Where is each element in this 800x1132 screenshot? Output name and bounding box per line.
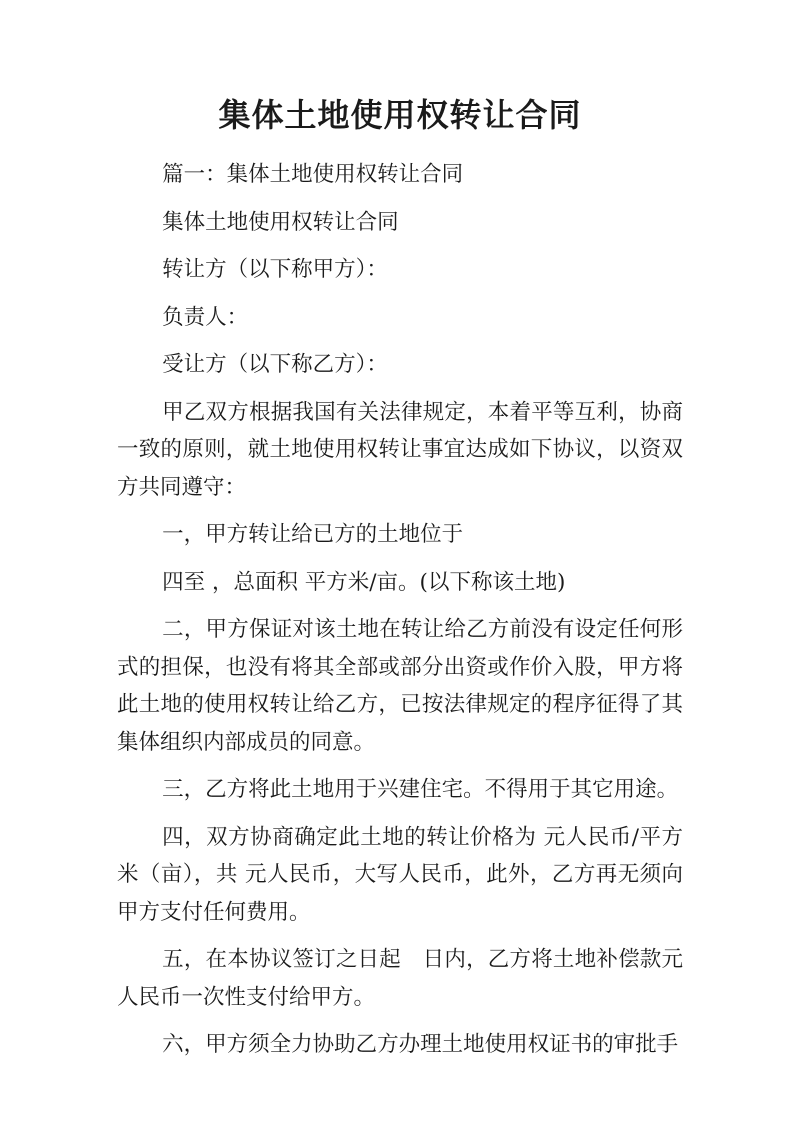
paragraph-clause-5: 五，在本协议签订之日起 日内，乙方将土地补偿款元人民币一次性支付给甲方。 [117, 947, 683, 1010]
paragraph-clause-6: 六，甲方须全力协助乙方办理土地使用权证书的审批手 [162, 1032, 679, 1057]
paragraph-clause-4: 四，双方协商确定此土地的转让价格为 元人民币/平方米（亩），共 元人民币，大写人民币，此外，乙方再无须向甲方支付任何费用。 [117, 824, 683, 925]
paragraph-boundaries: 四至 ，总面积 平方米/亩。(以下称该土地) [162, 569, 566, 595]
paragraph-responsible-person: 负责人： [162, 304, 249, 330]
paragraph-preamble: 甲乙双方根据我国有关法律规定，本着平等互利，协商一致的原则，就土地使用权转让事宜达成如下协议，以资双方共同遵守： [117, 399, 683, 500]
paragraph-clause-1: 一，甲方转让给已方的土地位于 [162, 522, 464, 547]
paragraph-section-heading: 篇一：集体土地使用权转让合同 [162, 162, 464, 187]
document-body [117, 156, 683, 1074]
paragraph-contract-name: 集体土地使用权转让合同 [162, 209, 399, 235]
paragraph-transferee: 受让方（以下称乙方）： [162, 352, 388, 377]
paragraph-clause-3: 三，乙方将此土地用于兴建住宅。不得用于其它用途。 [162, 777, 679, 802]
document-title: 集体土地使用权转让合同 [218, 96, 582, 134]
paragraph-clause-2: 二，甲方保证对该土地在转让给乙方前没有设定任何形式的担保，也没有将其全部或部分出资或作价入股，甲方将此土地的使用权转让给乙方，已按法律规定的程序征得了其集体组织内部成员的同意。 [117, 617, 683, 755]
paragraph-transferor: 转让方（以下称甲方）： [162, 257, 388, 282]
